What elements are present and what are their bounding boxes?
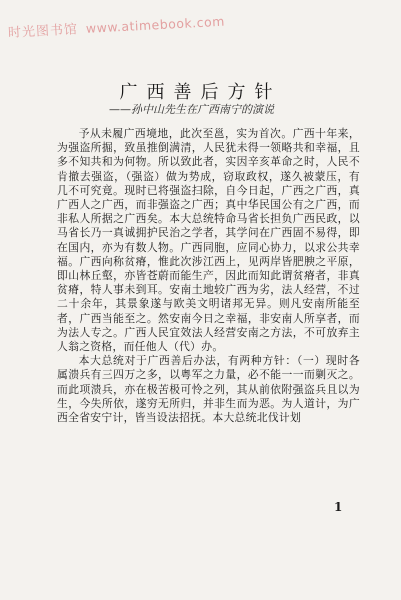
watermark-chinese: 时光图书馆 [7, 22, 79, 41]
page-subtitle: ——孙中山先生在广西南宁的演说 [109, 103, 274, 116]
body-text [57, 127, 360, 425]
watermark [7, 9, 258, 42]
paragraph-1: 予从未履广西境地，此次至邕，实为首次。广西十年来，为强盗所掘，致虽推倒满清，人民犹未得一领略共和幸福，且多不知共和为何物。所以致此者，实因辛亥革命之时，人民不肯撤去强盗，（强盗）做为势成，窃取政权，遂久被蒙压，有几不可究竟。现时已将强盗扫除，自今日起，广西之广西，真广西人之广西，而非强盗之广西；真中华民国公有之广西，而非私人所据之广西矣。本大总统特命马省长担负广西民政，以马省长乃一真诚拥护民治之学者，其学问在广西固不易得，即在国内，亦为有数人物。广西同胞，应同心协力，以求公共幸福。广西向称贫瘠，惟此次涉江西上，见两岸皆肥腴之平原，即山林丘壑，亦皆苍蔚而能生产，因此而知此谓贫瘠者，非真贫瘠，特人事未到耳。安南土地较广西为劣，法人经营，不过二十余年，其景象遂与欧美文明诸邦无异。则凡安南所能至者，广西当能至之。然安南今日之幸福，非安南人所享者，而为法人专之。广西人民宜效法人经营安南之方法，不可放弃主人翁之资格，而任他人（代）办。 [57, 127, 360, 354]
watermark-url: www.atimebook.com [85, 13, 226, 36]
paragraph-2: 本大总统对于广西善后办法，有两种方针：（一）现时各属溃兵有三四万之多，以粤军之力量，必不能一一而剿灭之。而此项溃兵，亦在极苦极可怜之列，其从前依附强盗兵且以为生，今失所依，遂穷无所归，并非生而为恶。为人道计，为广西全省安宁计，皆当设法招抚。本大总统北伐计划 [57, 354, 360, 425]
page-title: 广西善后方针 [119, 82, 282, 103]
page-number: 1 [334, 500, 343, 514]
